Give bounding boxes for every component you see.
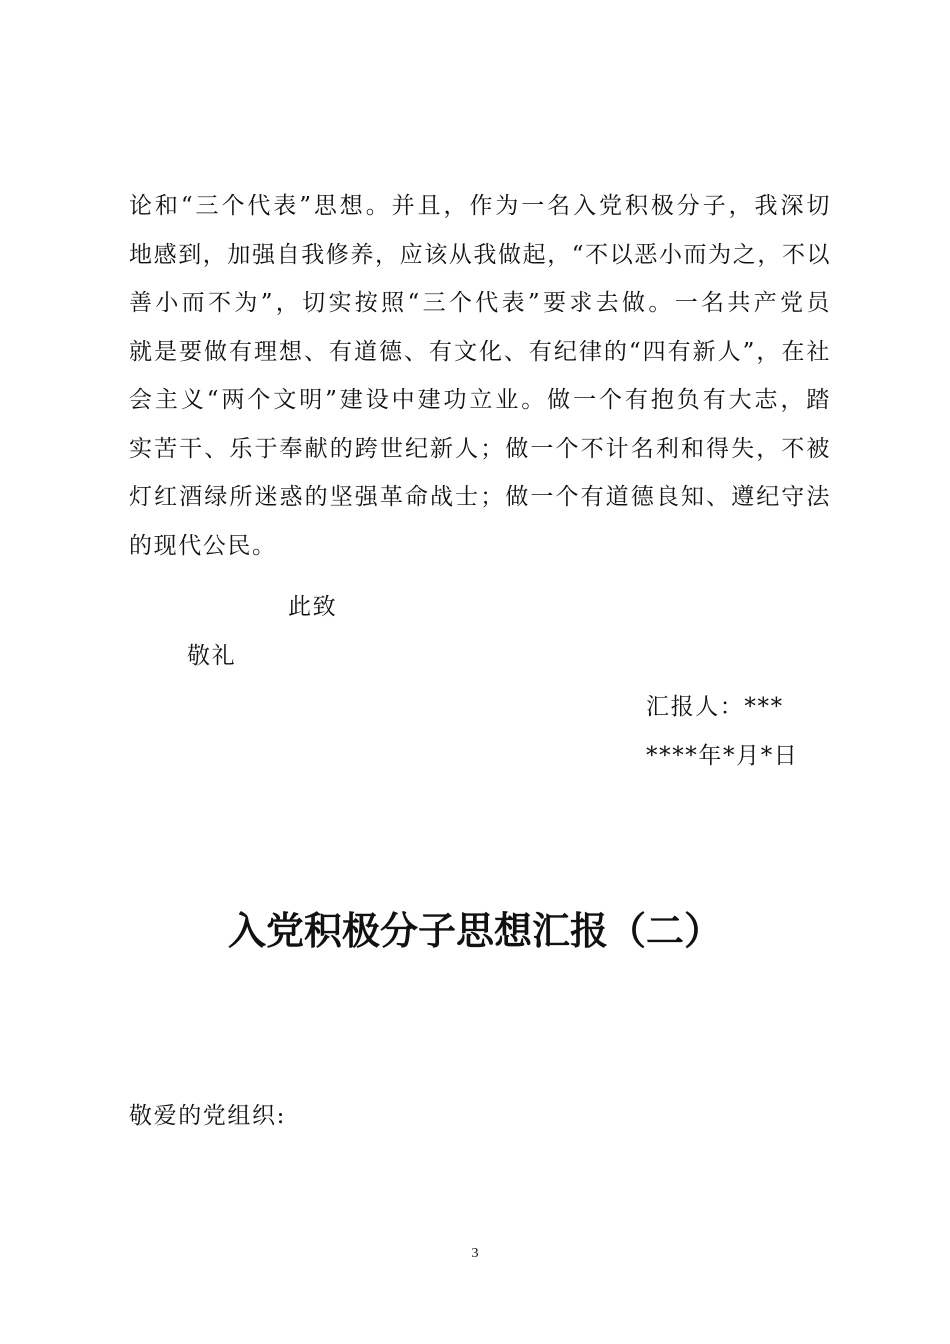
body-paragraph bbox=[129, 182, 831, 570]
paragraph-line: 就是要做有理想、有道德、有文化、有纪律的“四有新人”，在社 bbox=[129, 338, 831, 365]
reporter-signature: 汇报人：*** bbox=[646, 694, 784, 720]
paragraph-line: 善小而不为”，切实按照“三个代表”要求去做。一名共产党员 bbox=[129, 290, 831, 316]
closing-cizhi: 此致 bbox=[288, 594, 338, 620]
paragraph-line: 灯红酒绿所迷惑的坚强革命战士；做一个有道德良知、遵纪守法 bbox=[129, 484, 831, 510]
closing-jingli: 敬礼 bbox=[187, 643, 237, 669]
document-title: 入党积极分子思想汇报（二） bbox=[227, 909, 722, 953]
paragraph-line: 的现代公民。 bbox=[129, 532, 277, 559]
paragraph-line: 会主义“两个文明”建设中建功立业。做一个有抱负有大志，踏 bbox=[129, 387, 831, 413]
report-date: ****年*月*日 bbox=[646, 743, 799, 769]
paragraph-line: 地感到，加强自我修养，应该从我做起，“不以恶小而为之，不以 bbox=[129, 241, 832, 268]
page-number: 3 bbox=[471, 1246, 479, 1261]
salutation: 敬爱的党组织: bbox=[129, 1103, 286, 1129]
paragraph-line: 论和“三个代表”思想。并且，作为一名入党积极分子，我深切 bbox=[129, 193, 831, 219]
paragraph-line: 实苦干、乐于奉献的跨世纪新人；做一个不计名利和得失，不被 bbox=[129, 435, 831, 462]
